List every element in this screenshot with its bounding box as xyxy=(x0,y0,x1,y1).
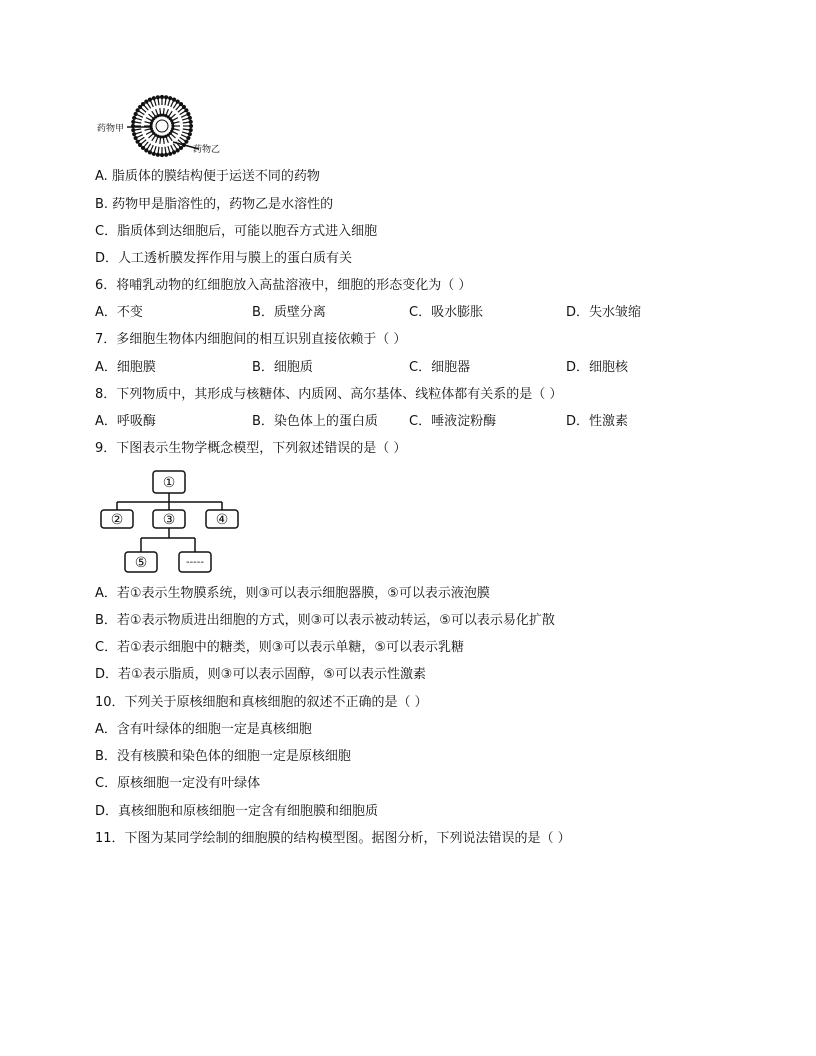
lipid-tail xyxy=(173,118,178,121)
lipid-head xyxy=(189,124,193,128)
lipid-head xyxy=(138,143,142,147)
q7-option-b: B．细胞质 xyxy=(252,360,313,375)
q8-stem: 8．下列物质中，其形成与核糖体、内质网、高尔基体、线粒体都有关系的是（ ） xyxy=(95,387,563,402)
lipid-head xyxy=(186,136,190,140)
lipid-head xyxy=(189,128,193,132)
lipid-head xyxy=(172,98,176,102)
lipid-tail xyxy=(156,109,158,115)
lipid-head xyxy=(184,108,188,112)
liposome-core xyxy=(156,120,168,132)
lipid-tail xyxy=(160,108,161,114)
lipid-head xyxy=(131,128,135,132)
lipid-head xyxy=(176,100,180,104)
q5-option-d: D．人工透析膜发挥作用与膜上的蛋白质有关 xyxy=(95,251,353,266)
q6-options xyxy=(95,304,735,322)
q5-option-c: C．脂质体到达细胞后，可能以胞吞方式进入细胞 xyxy=(95,224,378,239)
lipid-tail xyxy=(163,108,164,114)
lipid-head xyxy=(176,148,180,152)
q6-option-b: B．质壁分离 xyxy=(252,305,326,320)
q7-options xyxy=(95,359,735,377)
lipid-tail xyxy=(171,134,175,138)
lipid-tail xyxy=(174,129,180,130)
lipid-tail xyxy=(146,118,151,121)
lipid-tail xyxy=(171,114,175,118)
lipid-head xyxy=(144,100,148,104)
lipid-tail xyxy=(145,122,151,123)
lipid-head xyxy=(172,150,176,154)
liposome-figure xyxy=(95,94,235,166)
lipid-head xyxy=(136,140,140,144)
q8-options xyxy=(95,413,735,431)
lipid-head xyxy=(179,146,183,150)
lipid-head xyxy=(134,112,138,116)
lipid-head xyxy=(131,120,135,124)
lipid-tail xyxy=(163,138,164,144)
lipid-tail xyxy=(174,122,180,123)
node-dashed-label: ----- xyxy=(185,557,205,568)
q10-option-a: A．含有叶绿体的细胞一定是真核细胞 xyxy=(95,722,312,737)
lipid-head xyxy=(156,95,160,99)
node-2-label: ② xyxy=(110,512,124,528)
q8-option-a: A．呼吸酶 xyxy=(95,414,156,429)
q8-option-b: B．染色体上的蛋白质 xyxy=(252,414,378,429)
lipid-tail xyxy=(152,136,155,141)
lipid-head xyxy=(156,153,160,157)
lipid-head xyxy=(164,95,168,99)
lipid-head xyxy=(171,122,174,125)
q9-option-a: A．若①表示生物膜系统，则③可以表示细胞器膜，⑤可以表示液泡膜 xyxy=(95,586,490,601)
q10-stem: 10．下列关于原核细胞和真核细胞的叙述不正确的是（ ） xyxy=(95,695,428,710)
lipid-head xyxy=(188,116,192,120)
lipid-head xyxy=(152,152,156,156)
lipid-head xyxy=(184,140,188,144)
drug-b-label: 药物乙 xyxy=(193,145,221,155)
q6-option-a: A．不变 xyxy=(95,305,143,320)
lipid-tail xyxy=(160,138,161,144)
q6-stem: 6．将哺乳动物的红细胞放入高盐溶液中，细胞的形态变化为（ ） xyxy=(95,278,472,293)
q7-option-d: D．细胞核 xyxy=(566,360,629,375)
lipid-tail xyxy=(173,132,178,135)
lipid-head xyxy=(168,96,172,100)
lipid-head xyxy=(132,132,136,136)
lipid-tail xyxy=(166,109,168,115)
lipid-head xyxy=(168,152,172,156)
concept-model-diagram xyxy=(96,468,246,576)
lipid-head xyxy=(186,112,190,116)
node-1-label: ① xyxy=(162,475,176,491)
q10-option-b: B．没有核膜和染色体的细胞一定是原核细胞 xyxy=(95,749,351,764)
lipid-tail xyxy=(156,137,158,143)
lipid-head xyxy=(160,95,164,99)
q10-option-c: C．原核细胞一定没有叶绿体 xyxy=(95,776,261,791)
lipid-head xyxy=(132,116,136,120)
q8-option-d: D．性激素 xyxy=(566,414,629,429)
q5-option-b: B. 药物甲是脂溶性的，药物乙是水溶性的 xyxy=(95,197,334,212)
lipid-head xyxy=(152,96,156,100)
lipid-head xyxy=(141,102,145,106)
q9-option-c: C．若①表示细胞中的糖类，则③可以表示单糖，⑤可以表示乳糖 xyxy=(95,640,465,655)
q7-option-c: C．细胞器 xyxy=(409,360,471,375)
lipid-head xyxy=(189,120,193,124)
lipid-head xyxy=(134,136,138,140)
lipid-tail xyxy=(145,129,151,130)
lipid-head xyxy=(160,153,164,157)
q10-option-d: D．真核细胞和原核细胞一定含有细胞膜和细胞质 xyxy=(95,804,379,819)
q9-option-d: D．若①表示脂质，则③可以表示固醇，⑤可以表示性激素 xyxy=(95,667,426,682)
liposome-bilayer xyxy=(131,95,193,157)
q9-stem: 9．下图表示生物学概念模型，下列叙述错误的是（ ） xyxy=(95,441,407,456)
lipid-tail xyxy=(146,132,151,135)
lipid-head xyxy=(188,132,192,136)
q5-option-a: A. 脂质体的膜结构便于运送不同的药物 xyxy=(95,169,320,184)
q6-option-c: C．吸水膨胀 xyxy=(409,305,484,320)
lipid-head xyxy=(182,105,186,109)
node-5-label: ⑤ xyxy=(134,555,148,571)
lipid-tail xyxy=(149,114,153,118)
node-3-label: ③ xyxy=(162,512,176,528)
lipid-head xyxy=(148,150,152,154)
lipid-tail xyxy=(169,136,172,141)
lipid-head xyxy=(144,148,148,152)
drug-a-label: 药物甲 xyxy=(97,124,125,134)
q11-stem: 11．下图为某同学绘制的细胞膜的结构模型图。据图分析，下列说法错误的是（ ） xyxy=(95,831,571,846)
q6-option-d: D．失水皱缩 xyxy=(566,305,642,320)
lipid-head xyxy=(136,108,140,112)
q7-stem: 7．多细胞生物体内细胞间的相互识别直接依赖于（ ） xyxy=(95,332,407,347)
q7-option-a: A．细胞膜 xyxy=(95,360,156,375)
lipid-tail xyxy=(169,111,172,116)
lipid-head xyxy=(164,153,168,157)
lipid-head xyxy=(148,98,152,102)
q8-option-c: C．唾液淀粉酶 xyxy=(409,414,497,429)
lipid-tail xyxy=(149,134,153,138)
q9-option-b: B．若①表示物质进出细胞的方式，则③可以表示被动转运，⑤可以表示易化扩散 xyxy=(95,613,555,628)
lipid-tail xyxy=(152,111,155,116)
node-4-label: ④ xyxy=(215,512,229,528)
lipid-tail xyxy=(166,137,168,143)
